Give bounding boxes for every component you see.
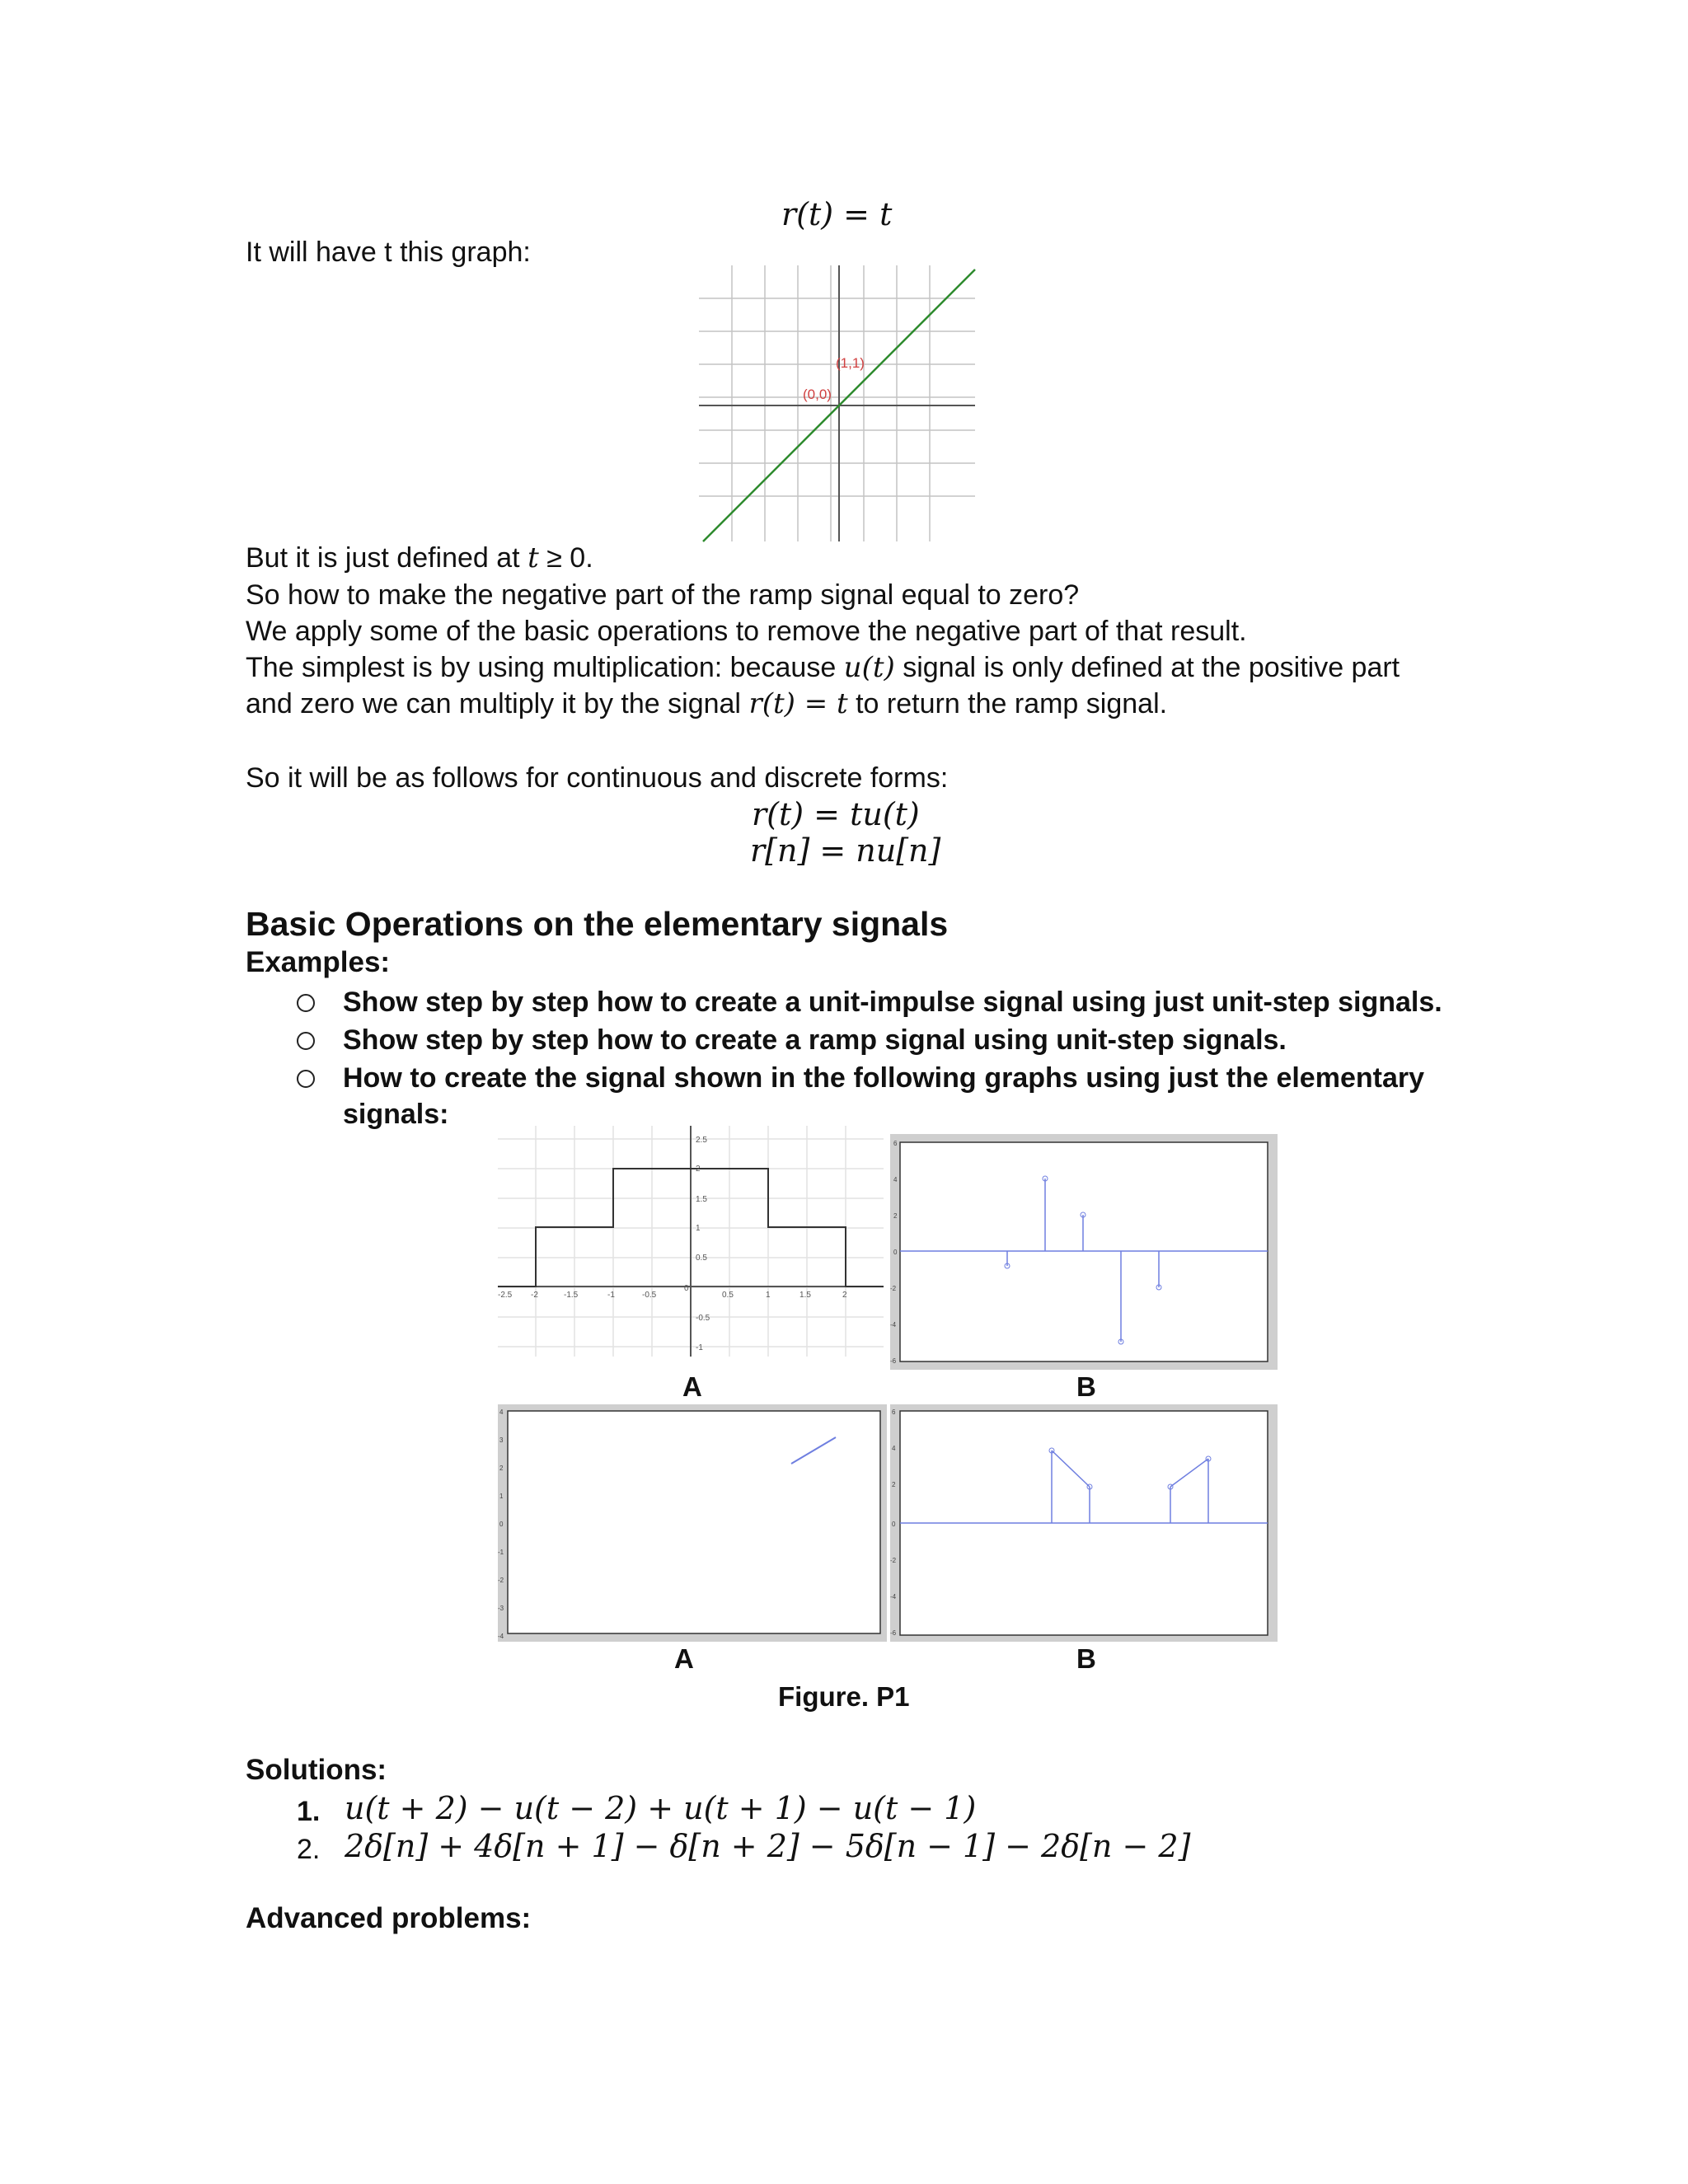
svg-text:-6: -6 xyxy=(890,1357,897,1365)
svg-text:-4: -4 xyxy=(890,1321,897,1329)
svg-text:4: 4 xyxy=(499,1408,504,1416)
figure-panel-b-top xyxy=(890,1134,1278,1370)
point-label-origin: (0,0) xyxy=(803,387,832,402)
tick-y: 2 xyxy=(696,1165,701,1174)
svg-text:-2: -2 xyxy=(890,1285,897,1292)
example-item-3-continued: signals: xyxy=(343,1099,449,1130)
tick-x: 0 xyxy=(684,1284,689,1293)
intro-text: It will have t this graph: xyxy=(246,237,531,268)
svg-text:6: 6 xyxy=(892,1408,896,1416)
point-label-one: (1,1) xyxy=(836,355,865,371)
examples-label: Examples: xyxy=(246,946,391,978)
ramp-graph xyxy=(699,265,979,546)
forms-intro: So it will be as follows for continuous and discrete forms: xyxy=(246,762,949,794)
panel-label-b-top: B xyxy=(1076,1371,1096,1402)
svg-text:2: 2 xyxy=(892,1481,896,1488)
svg-text:0: 0 xyxy=(499,1521,504,1528)
bullet-circle-icon xyxy=(297,994,315,1012)
discrete-form: r[n] = nu[n] xyxy=(750,832,941,869)
example-item-3: How to create the signal shown in the following graphs using just the elementary xyxy=(343,1062,1424,1094)
ramp-grid xyxy=(699,265,975,541)
tick-y: 1.5 xyxy=(696,1195,707,1204)
tick-x: 1.5 xyxy=(799,1291,811,1300)
section-title: Basic Operations on the elementary signals xyxy=(246,905,949,943)
continuous-form: r(t) = tu(t) xyxy=(752,796,920,832)
svg-text:-4: -4 xyxy=(498,1633,504,1640)
tick-y: -0.5 xyxy=(696,1314,710,1323)
tick-x: -0.5 xyxy=(642,1291,657,1300)
tick-y: 1 xyxy=(696,1224,701,1233)
svg-text:-2: -2 xyxy=(890,1557,897,1564)
tick-x: 1 xyxy=(766,1291,771,1300)
ramp-equation: r(t) = t xyxy=(781,196,893,232)
svg-text:-6: -6 xyxy=(890,1629,897,1637)
svg-text:-4: -4 xyxy=(890,1593,897,1601)
panel-label-b-bottom: B xyxy=(1076,1643,1096,1674)
svg-text:-2: -2 xyxy=(498,1577,504,1584)
example-item-2: Show step by step how to create a ramp signal using unit-step signals. xyxy=(343,1024,1287,1056)
solution-1: u(t + 2) − u(t − 2) + u(t + 1) − u(t − 1) xyxy=(345,1790,977,1826)
svg-text:0: 0 xyxy=(893,1249,898,1256)
bullet-circle-icon xyxy=(297,1070,315,1088)
solution-number-1: 1. xyxy=(297,1796,321,1827)
paragraph-line-5: and zero we can multiply it by the signal r(t) = t to return the ramp signal. xyxy=(246,687,1168,720)
figure-caption: Figure. P1 xyxy=(778,1681,910,1712)
tick-x: -1.5 xyxy=(564,1291,579,1300)
solutions-label: Solutions: xyxy=(246,1754,387,1786)
svg-text:3: 3 xyxy=(499,1436,504,1444)
tick-y: 2.5 xyxy=(696,1136,707,1145)
tick-y: 0.5 xyxy=(696,1254,707,1263)
solution-number-2: 2. xyxy=(297,1834,321,1865)
svg-text:1: 1 xyxy=(499,1493,504,1500)
svg-text:-1: -1 xyxy=(498,1549,504,1556)
paragraph-line-3: We apply some of the basic operations to remove the negative part of that result. xyxy=(246,616,1247,647)
svg-text:-3: -3 xyxy=(498,1605,504,1612)
advanced-problems-label: Advanced problems: xyxy=(246,1902,532,1934)
solution-2: 2δ[n] + 4δ[n + 1] − δ[n + 2] − 5δ[n − 1] − 2δ[n − 2] xyxy=(345,1828,1191,1864)
svg-text:4: 4 xyxy=(893,1176,898,1183)
tick-x: -1 xyxy=(607,1291,615,1300)
tick-y: -1 xyxy=(696,1343,703,1352)
example-item-1: Show step by step how to create a unit-impulse signal using just unit-step signals. xyxy=(343,987,1442,1018)
figure-panel-b-bottom xyxy=(890,1404,1278,1642)
paragraph-line-2: So how to make the negative part of the ramp signal equal to zero? xyxy=(246,579,1080,611)
paragraph-line-4: The simplest is by using multiplication: because u(t) signal is only defined at the positive part xyxy=(246,651,1400,684)
panel-label-a-bottom: A xyxy=(674,1643,694,1674)
svg-text:2: 2 xyxy=(893,1212,898,1220)
tick-x: -2 xyxy=(531,1291,538,1300)
tick-x: 2 xyxy=(842,1291,847,1300)
svg-text:6: 6 xyxy=(893,1140,898,1147)
svg-text:0: 0 xyxy=(892,1521,896,1528)
panel-label-a-top: A xyxy=(682,1371,702,1402)
figure-panel-a-bottom xyxy=(498,1404,887,1642)
paragraph-line-1: But it is just defined at t ≥ 0. xyxy=(246,541,593,574)
figure-panel-a-top xyxy=(498,1126,884,1357)
bullet-circle-icon xyxy=(297,1032,315,1050)
svg-text:4: 4 xyxy=(892,1445,896,1452)
svg-text:2: 2 xyxy=(499,1465,504,1472)
tick-x: -2.5 xyxy=(498,1291,513,1300)
tick-x: 0.5 xyxy=(722,1291,734,1300)
